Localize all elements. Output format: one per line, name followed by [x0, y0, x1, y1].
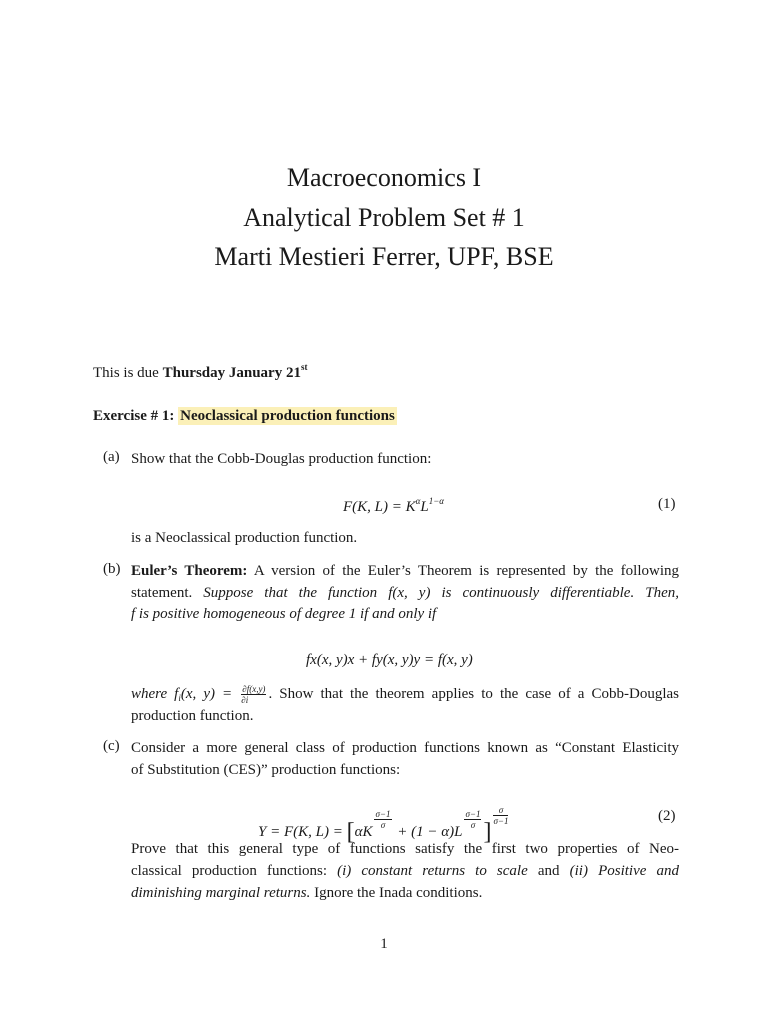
due-line: [93, 357, 307, 383]
part-b-line3: f is positive homogeneous of degree 1 if and only if: [131, 606, 437, 622]
equation-2-number: (2): [658, 808, 676, 824]
equation-1: F(K, $L) = K^\alpha L^{1-\alpha}$: [343, 496, 445, 515]
equation-1-number: (1): [658, 496, 676, 512]
exercise-label: Exercise # 1:: [93, 408, 175, 424]
course-title: Macroeconomics I: [286, 163, 482, 192]
part-b-line2: statement. Suppose that the function f(x, y) is continuously differentiable. Then,: [131, 585, 679, 601]
author-line: Marti Mestieri Ferrer, UPF, BSE: [214, 242, 554, 271]
part-c-prove2: classical production functions: (i) constant returns to scale and (ii) Positive and: [131, 863, 679, 879]
euler-equation: fx(x, y)x + fy(x, y)y = f(x, y): [306, 652, 473, 668]
part-c-prove3: diminishing marginal returns. Ignore the Inada conditions.: [131, 885, 483, 901]
part-c-line2: of Substitution (CES)” production functions:: [131, 762, 401, 778]
problem-set-title: Analytical Problem Set # 1: [243, 203, 525, 232]
part-a-text: Show that the Cobb-Douglas production function:: [131, 451, 432, 467]
due-prefix: This is due: [93, 365, 163, 381]
part-b-label: (b): [103, 561, 121, 577]
equation-2: Y = F(K, L) = [αK $\frac{\sigma-1}{\sigma}$ + (1 − α)L $\frac{\sigma-1}{\sigma}$ ] $\frac{\sigma}{\sigma-1}$: [258, 805, 509, 845]
part-a-after: is a Neoclassical production function.: [131, 530, 358, 546]
exercise-topic-highlight: Neoclassical production functions: [180, 408, 395, 424]
due-date: Thursday January 21st: [162, 362, 308, 381]
part-b-where-line2: production function.: [131, 708, 254, 724]
page-number: 1: [380, 936, 388, 952]
exercise-heading: [93, 406, 397, 426]
part-c-prove1: Prove that this general type of functions satisfy the first two properties of Neo-: [131, 841, 679, 857]
part-b-line1: Euler’s Theorem: A version of the Euler’s Theorem is represented by the following: [131, 563, 679, 579]
part-a-label: (a): [103, 449, 120, 465]
part-c-label: (c): [103, 738, 120, 754]
part-b-where: where $f_i(x$, y) = $\frac{\partial f(x,y)}{\partial i}$ . Show that the theorem applies to the case of a Cobb-Douglas: [131, 684, 679, 706]
part-c-line1: Consider a more general class of production functions known as “Constant Elasticity: [131, 740, 679, 756]
